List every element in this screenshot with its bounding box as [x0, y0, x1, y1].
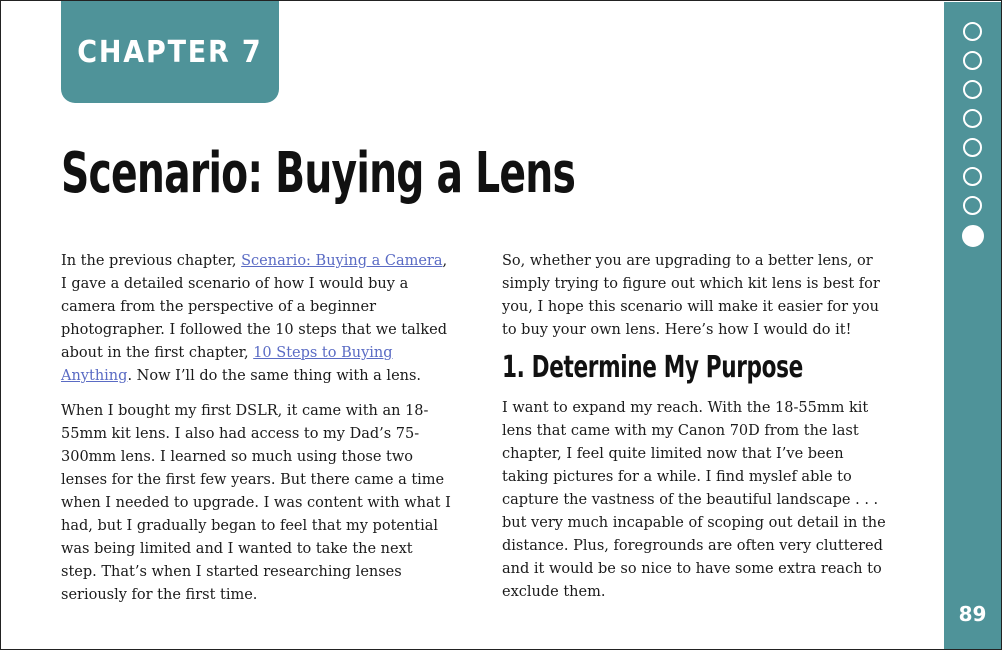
- dslr-paragraph: When I bought my first DSLR, it came with an 18-55mm kit lens. I also had access to my Dad’s 75-300mm lens. I learned so much using those two lenses for the first few years. But there came a time when I needed to upgrade. I was content with what I had, but I gradually began to feel that my potential was being limited and I wanted to take the next step. That’s when I started researching lenses seriously for the first time.: [61, 403, 451, 603]
- progress-dot[interactable]: [963, 80, 982, 99]
- chapter-label: CHAPTER 7: [77, 34, 263, 70]
- right-column: [502, 250, 892, 616]
- intro-text-2: , I gave a detailed scenario of how I would buy a camera from the perspective of a beginner photographer. I followed the 10 steps that we talked about in the first chapter,: [61, 253, 448, 361]
- progress-dot[interactable]: [963, 51, 982, 70]
- intro-text-3: . Now I’ll do the same thing with a lens.: [127, 368, 422, 384]
- progress-dots: [944, 22, 1001, 257]
- purpose-paragraph: I want to expand my reach. With the 18-55mm kit lens that came with my Canon 70D from the last chapter, I feel quite limited now that I’ve been taking pictures for a while. I find myslef able to capture the vastness of the beautiful landscape . . . but very much incapable of scoping out detail in the distance. Plus, foregrounds are often very cluttered and it would be so nice to have some extra reach to exclude them.: [502, 400, 886, 600]
- progress-dot-active[interactable]: [962, 225, 984, 247]
- chapter-sidebar: [944, 2, 1001, 649]
- progress-dot[interactable]: [963, 22, 982, 41]
- progress-dot[interactable]: [963, 167, 982, 186]
- upgrade-paragraph: So, whether you are upgrading to a better lens, or simply trying to figure out which kit lens is best for you, I hope this scenario will make it easier for you to buy your own lens. Here’s how I would do it!: [502, 253, 880, 338]
- scenario-camera-link[interactable]: Scenario: Buying a Camera: [241, 253, 443, 269]
- section-heading: 1. Determine My Purpose: [502, 350, 803, 385]
- intro-paragraph: [61, 250, 451, 388]
- left-column: [61, 250, 451, 619]
- progress-dot[interactable]: [963, 196, 982, 215]
- progress-dot[interactable]: [963, 138, 982, 157]
- chapter-tab: [61, 1, 279, 103]
- progress-dot[interactable]: [963, 109, 982, 128]
- ten-steps-link[interactable]: 10 Steps to Buying Anything: [61, 345, 393, 384]
- intro-text-1: In the previous chapter,: [61, 253, 242, 269]
- page-number: 89: [958, 602, 987, 626]
- page-title: Scenario: Buying a Lens: [61, 141, 576, 206]
